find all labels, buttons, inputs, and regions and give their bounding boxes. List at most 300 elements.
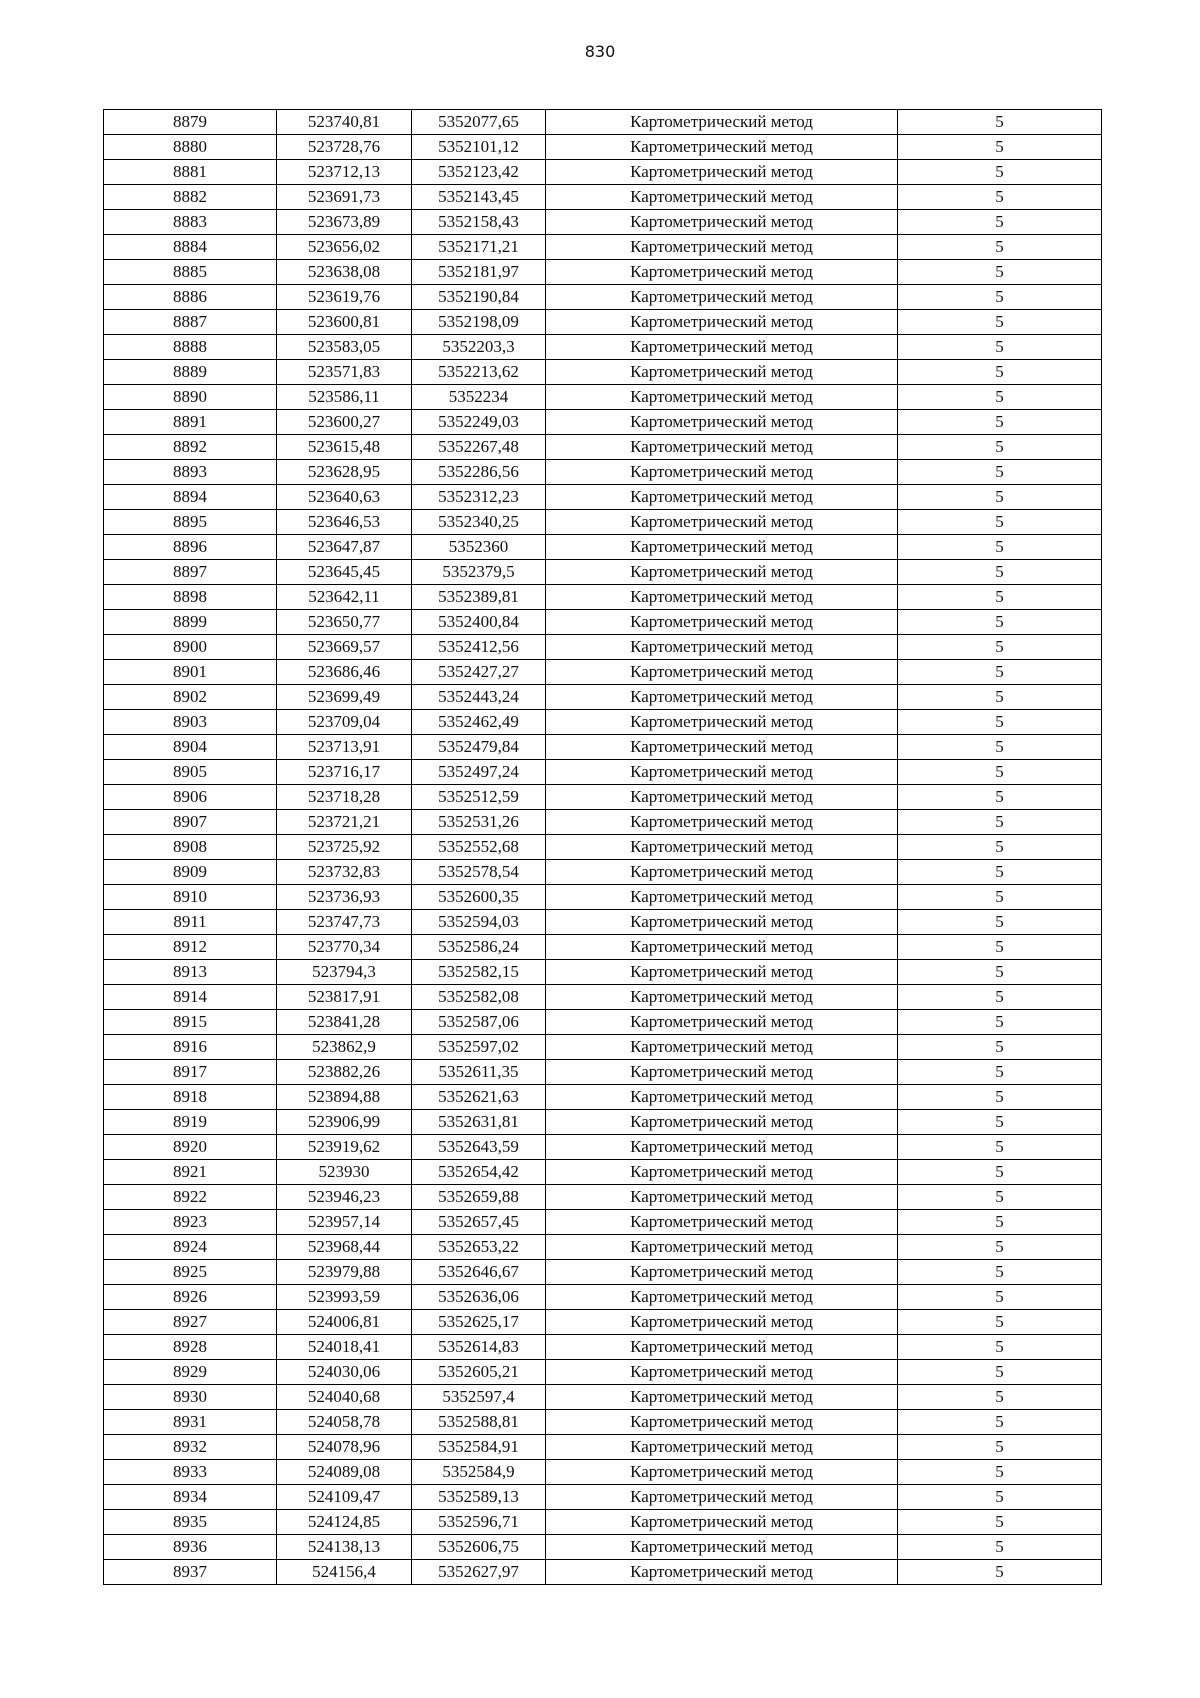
point-number-cell: 8889: [104, 360, 277, 385]
method-cell: Картометрический метод: [546, 1410, 898, 1435]
method-cell: Картометрический метод: [546, 1285, 898, 1310]
precision-cell: 5: [898, 885, 1102, 910]
method-cell: Картометрический метод: [546, 160, 898, 185]
point-number-cell: 8892: [104, 435, 277, 460]
point-number-cell: 8927: [104, 1310, 277, 1335]
precision-cell: 5: [898, 185, 1102, 210]
method-cell: Картометрический метод: [546, 910, 898, 935]
precision-cell: 5: [898, 1235, 1102, 1260]
table-row: [104, 785, 1102, 810]
precision-cell: 5: [898, 1085, 1102, 1110]
method-cell: Картометрический метод: [546, 1510, 898, 1535]
precision-cell: 5: [898, 260, 1102, 285]
method-cell: Картометрический метод: [546, 710, 898, 735]
y-coordinate-cell: 5352360: [412, 535, 546, 560]
method-cell: Картометрический метод: [546, 210, 898, 235]
table-row: [104, 135, 1102, 160]
method-cell: Картометрический метод: [546, 760, 898, 785]
x-coordinate-cell: 524138,13: [277, 1535, 412, 1560]
precision-cell: 5: [898, 235, 1102, 260]
precision-cell: 5: [898, 1560, 1102, 1585]
method-cell: Картометрический метод: [546, 435, 898, 460]
table-row: [104, 185, 1102, 210]
y-coordinate-cell: 5352582,15: [412, 960, 546, 985]
precision-cell: 5: [898, 1335, 1102, 1360]
method-cell: Картометрический метод: [546, 1160, 898, 1185]
x-coordinate-cell: 523619,76: [277, 285, 412, 310]
point-number-cell: 8917: [104, 1060, 277, 1085]
precision-cell: 5: [898, 1260, 1102, 1285]
x-coordinate-cell: 524109,47: [277, 1485, 412, 1510]
point-number-cell: 8895: [104, 510, 277, 535]
y-coordinate-cell: 5352400,84: [412, 610, 546, 635]
y-coordinate-cell: 5352646,67: [412, 1260, 546, 1285]
x-coordinate-cell: 523600,27: [277, 410, 412, 435]
precision-cell: 5: [898, 135, 1102, 160]
y-coordinate-cell: 5352625,17: [412, 1310, 546, 1335]
point-number-cell: 8908: [104, 835, 277, 860]
x-coordinate-cell: 523600,81: [277, 310, 412, 335]
x-coordinate-cell: 523894,88: [277, 1085, 412, 1110]
method-cell: Картометрический метод: [546, 885, 898, 910]
method-cell: Картометрический метод: [546, 185, 898, 210]
method-cell: Картометрический метод: [546, 1260, 898, 1285]
y-coordinate-cell: 5352597,4: [412, 1385, 546, 1410]
x-coordinate-cell: 523736,93: [277, 885, 412, 910]
method-cell: Картометрический метод: [546, 1385, 898, 1410]
method-cell: Картометрический метод: [546, 285, 898, 310]
precision-cell: 5: [898, 1035, 1102, 1060]
table-row: [104, 485, 1102, 510]
precision-cell: 5: [898, 660, 1102, 685]
table-row: [104, 1035, 1102, 1060]
y-coordinate-cell: 5352605,21: [412, 1360, 546, 1385]
point-number-cell: 8893: [104, 460, 277, 485]
table-row: [104, 935, 1102, 960]
method-cell: Картометрический метод: [546, 1335, 898, 1360]
precision-cell: 5: [898, 410, 1102, 435]
table-row: [104, 735, 1102, 760]
precision-cell: 5: [898, 1510, 1102, 1535]
x-coordinate-cell: 524006,81: [277, 1310, 412, 1335]
table-row: [104, 235, 1102, 260]
table-row: [104, 385, 1102, 410]
point-number-cell: 8916: [104, 1035, 277, 1060]
point-number-cell: 8886: [104, 285, 277, 310]
y-coordinate-cell: 5352379,5: [412, 560, 546, 585]
point-number-cell: 8904: [104, 735, 277, 760]
y-coordinate-cell: 5352389,81: [412, 585, 546, 610]
y-coordinate-cell: 5352611,35: [412, 1060, 546, 1085]
x-coordinate-cell: 523713,91: [277, 735, 412, 760]
method-cell: Картометрический метод: [546, 310, 898, 335]
table-row: [104, 435, 1102, 460]
point-number-cell: 8925: [104, 1260, 277, 1285]
precision-cell: 5: [898, 935, 1102, 960]
y-coordinate-cell: 5352578,54: [412, 860, 546, 885]
x-coordinate-cell: 523946,23: [277, 1185, 412, 1210]
precision-cell: 5: [898, 810, 1102, 835]
method-cell: Картометрический метод: [546, 1560, 898, 1585]
method-cell: Картометрический метод: [546, 1435, 898, 1460]
table-row: [104, 535, 1102, 560]
table-row: [104, 285, 1102, 310]
table-row: [104, 1485, 1102, 1510]
point-number-cell: 8911: [104, 910, 277, 935]
method-cell: Картометрический метод: [546, 1135, 898, 1160]
y-coordinate-cell: 5352600,35: [412, 885, 546, 910]
precision-cell: 5: [898, 1110, 1102, 1135]
table-row: [104, 760, 1102, 785]
precision-cell: 5: [898, 485, 1102, 510]
precision-cell: 5: [898, 385, 1102, 410]
precision-cell: 5: [898, 435, 1102, 460]
x-coordinate-cell: 523919,62: [277, 1135, 412, 1160]
method-cell: Картометрический метод: [546, 785, 898, 810]
point-number-cell: 8915: [104, 1010, 277, 1035]
y-coordinate-cell: 5352312,23: [412, 485, 546, 510]
table-row: [104, 985, 1102, 1010]
x-coordinate-cell: 524078,96: [277, 1435, 412, 1460]
y-coordinate-cell: 5352596,71: [412, 1510, 546, 1535]
method-cell: Картометрический метод: [546, 585, 898, 610]
x-coordinate-cell: 523794,3: [277, 960, 412, 985]
y-coordinate-cell: 5352659,88: [412, 1185, 546, 1210]
x-coordinate-cell: 523770,34: [277, 935, 412, 960]
precision-cell: 5: [898, 860, 1102, 885]
point-number-cell: 8913: [104, 960, 277, 985]
method-cell: Картометрический метод: [546, 110, 898, 135]
y-coordinate-cell: 5352101,12: [412, 135, 546, 160]
x-coordinate-cell: 524040,68: [277, 1385, 412, 1410]
x-coordinate-cell: 523862,9: [277, 1035, 412, 1060]
coordinates-table-body: [104, 110, 1102, 1585]
table-row: [104, 460, 1102, 485]
y-coordinate-cell: 5352497,24: [412, 760, 546, 785]
point-number-cell: 8899: [104, 610, 277, 635]
point-number-cell: 8937: [104, 1560, 277, 1585]
x-coordinate-cell: 523721,21: [277, 810, 412, 835]
table-row: [104, 910, 1102, 935]
method-cell: Картометрический метод: [546, 1235, 898, 1260]
x-coordinate-cell: 523725,92: [277, 835, 412, 860]
precision-cell: 5: [898, 735, 1102, 760]
table-row: [104, 1185, 1102, 1210]
point-number-cell: 8918: [104, 1085, 277, 1110]
precision-cell: 5: [898, 510, 1102, 535]
method-cell: Картометрический метод: [546, 860, 898, 885]
method-cell: Картометрический метод: [546, 1210, 898, 1235]
table-row: [104, 960, 1102, 985]
table-row: [104, 360, 1102, 385]
x-coordinate-cell: 524089,08: [277, 1460, 412, 1485]
table-row: [104, 1360, 1102, 1385]
point-number-cell: 8929: [104, 1360, 277, 1385]
method-cell: Картометрический метод: [546, 510, 898, 535]
precision-cell: 5: [898, 110, 1102, 135]
y-coordinate-cell: 5352171,21: [412, 235, 546, 260]
x-coordinate-cell: 523647,87: [277, 535, 412, 560]
x-coordinate-cell: 523615,48: [277, 435, 412, 460]
method-cell: Картометрический метод: [546, 410, 898, 435]
coordinates-table: [103, 109, 1102, 1585]
table-row: [104, 1085, 1102, 1110]
table-row: [104, 810, 1102, 835]
y-coordinate-cell: 5352412,56: [412, 635, 546, 660]
x-coordinate-cell: 523728,76: [277, 135, 412, 160]
table-row: [104, 635, 1102, 660]
method-cell: Картометрический метод: [546, 660, 898, 685]
point-number-cell: 8887: [104, 310, 277, 335]
table-row: [104, 410, 1102, 435]
precision-cell: 5: [898, 160, 1102, 185]
y-coordinate-cell: 5352627,97: [412, 1560, 546, 1585]
x-coordinate-cell: 523628,95: [277, 460, 412, 485]
x-coordinate-cell: 523957,14: [277, 1210, 412, 1235]
point-number-cell: 8934: [104, 1485, 277, 1510]
method-cell: Картометрический метод: [546, 610, 898, 635]
point-number-cell: 8882: [104, 185, 277, 210]
precision-cell: 5: [898, 460, 1102, 485]
x-coordinate-cell: 523642,11: [277, 585, 412, 610]
x-coordinate-cell: 523906,99: [277, 1110, 412, 1135]
x-coordinate-cell: 523740,81: [277, 110, 412, 135]
precision-cell: 5: [898, 985, 1102, 1010]
x-coordinate-cell: 523817,91: [277, 985, 412, 1010]
table-row: [104, 1110, 1102, 1135]
table-row: [104, 1535, 1102, 1560]
point-number-cell: 8921: [104, 1160, 277, 1185]
y-coordinate-cell: 5352286,56: [412, 460, 546, 485]
table-row: [104, 585, 1102, 610]
point-number-cell: 8903: [104, 710, 277, 735]
method-cell: Картометрический метод: [546, 735, 898, 760]
method-cell: Картометрический метод: [546, 835, 898, 860]
precision-cell: 5: [898, 210, 1102, 235]
point-number-cell: 8919: [104, 1110, 277, 1135]
precision-cell: 5: [898, 1010, 1102, 1035]
precision-cell: 5: [898, 1185, 1102, 1210]
method-cell: Картометрический метод: [546, 635, 898, 660]
method-cell: Картометрический метод: [546, 1310, 898, 1335]
table-row: [104, 1460, 1102, 1485]
method-cell: Картометрический метод: [546, 985, 898, 1010]
table-row: [104, 1410, 1102, 1435]
point-number-cell: 8936: [104, 1535, 277, 1560]
x-coordinate-cell: 523979,88: [277, 1260, 412, 1285]
point-number-cell: 8888: [104, 335, 277, 360]
x-coordinate-cell: 523686,46: [277, 660, 412, 685]
table-row: [104, 210, 1102, 235]
point-number-cell: 8926: [104, 1285, 277, 1310]
precision-cell: 5: [898, 635, 1102, 660]
method-cell: Картометрический метод: [546, 1110, 898, 1135]
y-coordinate-cell: 5352267,48: [412, 435, 546, 460]
point-number-cell: 8914: [104, 985, 277, 1010]
table-row: [104, 1510, 1102, 1535]
method-cell: Картометрический метод: [546, 1010, 898, 1035]
precision-cell: 5: [898, 1285, 1102, 1310]
point-number-cell: 8928: [104, 1335, 277, 1360]
method-cell: Картометрический метод: [546, 685, 898, 710]
y-coordinate-cell: 5352588,81: [412, 1410, 546, 1435]
y-coordinate-cell: 5352584,9: [412, 1460, 546, 1485]
point-number-cell: 8898: [104, 585, 277, 610]
precision-cell: 5: [898, 785, 1102, 810]
y-coordinate-cell: 5352657,45: [412, 1210, 546, 1235]
precision-cell: 5: [898, 910, 1102, 935]
table-row: [104, 110, 1102, 135]
precision-cell: 5: [898, 1385, 1102, 1410]
x-coordinate-cell: 523732,83: [277, 860, 412, 885]
point-number-cell: 8935: [104, 1510, 277, 1535]
y-coordinate-cell: 5352512,59: [412, 785, 546, 810]
y-coordinate-cell: 5352249,03: [412, 410, 546, 435]
table-row: [104, 1385, 1102, 1410]
x-coordinate-cell: 524058,78: [277, 1410, 412, 1435]
x-coordinate-cell: 523993,59: [277, 1285, 412, 1310]
precision-cell: 5: [898, 1435, 1102, 1460]
y-coordinate-cell: 5352587,06: [412, 1010, 546, 1035]
point-number-cell: 8922: [104, 1185, 277, 1210]
point-number-cell: 8924: [104, 1235, 277, 1260]
table-row: [104, 310, 1102, 335]
precision-cell: 5: [898, 535, 1102, 560]
precision-cell: 5: [898, 1535, 1102, 1560]
y-coordinate-cell: 5352606,75: [412, 1535, 546, 1560]
point-number-cell: 8883: [104, 210, 277, 235]
method-cell: Картометрический метод: [546, 135, 898, 160]
point-number-cell: 8894: [104, 485, 277, 510]
precision-cell: 5: [898, 610, 1102, 635]
y-coordinate-cell: 5352586,24: [412, 935, 546, 960]
table-row: [104, 1135, 1102, 1160]
point-number-cell: 8884: [104, 235, 277, 260]
x-coordinate-cell: 523718,28: [277, 785, 412, 810]
point-number-cell: 8933: [104, 1460, 277, 1485]
method-cell: Картометрический метод: [546, 335, 898, 360]
table-row: [104, 1335, 1102, 1360]
y-coordinate-cell: 5352594,03: [412, 910, 546, 935]
point-number-cell: 8885: [104, 260, 277, 285]
y-coordinate-cell: 5352531,26: [412, 810, 546, 835]
precision-cell: 5: [898, 1485, 1102, 1510]
table-row: [104, 885, 1102, 910]
precision-cell: 5: [898, 335, 1102, 360]
precision-cell: 5: [898, 960, 1102, 985]
y-coordinate-cell: 5352582,08: [412, 985, 546, 1010]
table-row: [104, 1010, 1102, 1035]
method-cell: Картометрический метод: [546, 1360, 898, 1385]
method-cell: Картометрический метод: [546, 960, 898, 985]
x-coordinate-cell: 523656,02: [277, 235, 412, 260]
x-coordinate-cell: 523571,83: [277, 360, 412, 385]
table-row: [104, 1060, 1102, 1085]
x-coordinate-cell: 524156,4: [277, 1560, 412, 1585]
x-coordinate-cell: 523583,05: [277, 335, 412, 360]
point-number-cell: 8932: [104, 1435, 277, 1460]
table-row: [104, 835, 1102, 860]
table-row: [104, 510, 1102, 535]
y-coordinate-cell: 5352552,68: [412, 835, 546, 860]
precision-cell: 5: [898, 685, 1102, 710]
method-cell: Картометрический метод: [546, 535, 898, 560]
y-coordinate-cell: 5352234: [412, 385, 546, 410]
method-cell: Картометрический метод: [546, 1535, 898, 1560]
method-cell: Картометрический метод: [546, 935, 898, 960]
precision-cell: 5: [898, 1460, 1102, 1485]
x-coordinate-cell: 523699,49: [277, 685, 412, 710]
method-cell: Картометрический метод: [546, 385, 898, 410]
table-row: [104, 610, 1102, 635]
point-number-cell: 8907: [104, 810, 277, 835]
point-number-cell: 8902: [104, 685, 277, 710]
x-coordinate-cell: 523640,63: [277, 485, 412, 510]
table-row: [104, 1235, 1102, 1260]
y-coordinate-cell: 5352181,97: [412, 260, 546, 285]
method-cell: Картометрический метод: [546, 485, 898, 510]
x-coordinate-cell: 524018,41: [277, 1335, 412, 1360]
point-number-cell: 8891: [104, 410, 277, 435]
precision-cell: 5: [898, 1060, 1102, 1085]
point-number-cell: 8896: [104, 535, 277, 560]
point-number-cell: 8930: [104, 1385, 277, 1410]
x-coordinate-cell: 523747,73: [277, 910, 412, 935]
x-coordinate-cell: 523638,08: [277, 260, 412, 285]
point-number-cell: 8897: [104, 560, 277, 585]
point-number-cell: 8909: [104, 860, 277, 885]
y-coordinate-cell: 5352198,09: [412, 310, 546, 335]
precision-cell: 5: [898, 310, 1102, 335]
y-coordinate-cell: 5352427,27: [412, 660, 546, 685]
table-row: [104, 1160, 1102, 1185]
y-coordinate-cell: 5352479,84: [412, 735, 546, 760]
y-coordinate-cell: 5352190,84: [412, 285, 546, 310]
y-coordinate-cell: 5352443,24: [412, 685, 546, 710]
point-number-cell: 8890: [104, 385, 277, 410]
table-row: [104, 660, 1102, 685]
precision-cell: 5: [898, 760, 1102, 785]
table-row: [104, 1210, 1102, 1235]
method-cell: Картометрический метод: [546, 235, 898, 260]
precision-cell: 5: [898, 1360, 1102, 1385]
x-coordinate-cell: 523841,28: [277, 1010, 412, 1035]
precision-cell: 5: [898, 1135, 1102, 1160]
table-row: [104, 860, 1102, 885]
x-coordinate-cell: 523691,73: [277, 185, 412, 210]
point-number-cell: 8881: [104, 160, 277, 185]
point-number-cell: 8920: [104, 1135, 277, 1160]
precision-cell: 5: [898, 560, 1102, 585]
precision-cell: 5: [898, 1210, 1102, 1235]
table-row: [104, 710, 1102, 735]
method-cell: Картометрический метод: [546, 1460, 898, 1485]
y-coordinate-cell: 5352462,49: [412, 710, 546, 735]
x-coordinate-cell: 524124,85: [277, 1510, 412, 1535]
point-number-cell: 8906: [104, 785, 277, 810]
table-row: [104, 260, 1102, 285]
y-coordinate-cell: 5352653,22: [412, 1235, 546, 1260]
y-coordinate-cell: 5352158,43: [412, 210, 546, 235]
y-coordinate-cell: 5352077,65: [412, 110, 546, 135]
table-row: [104, 685, 1102, 710]
method-cell: Картометрический метод: [546, 460, 898, 485]
y-coordinate-cell: 5352143,45: [412, 185, 546, 210]
precision-cell: 5: [898, 285, 1102, 310]
table-row: [104, 1435, 1102, 1460]
point-number-cell: 8879: [104, 110, 277, 135]
precision-cell: 5: [898, 835, 1102, 860]
